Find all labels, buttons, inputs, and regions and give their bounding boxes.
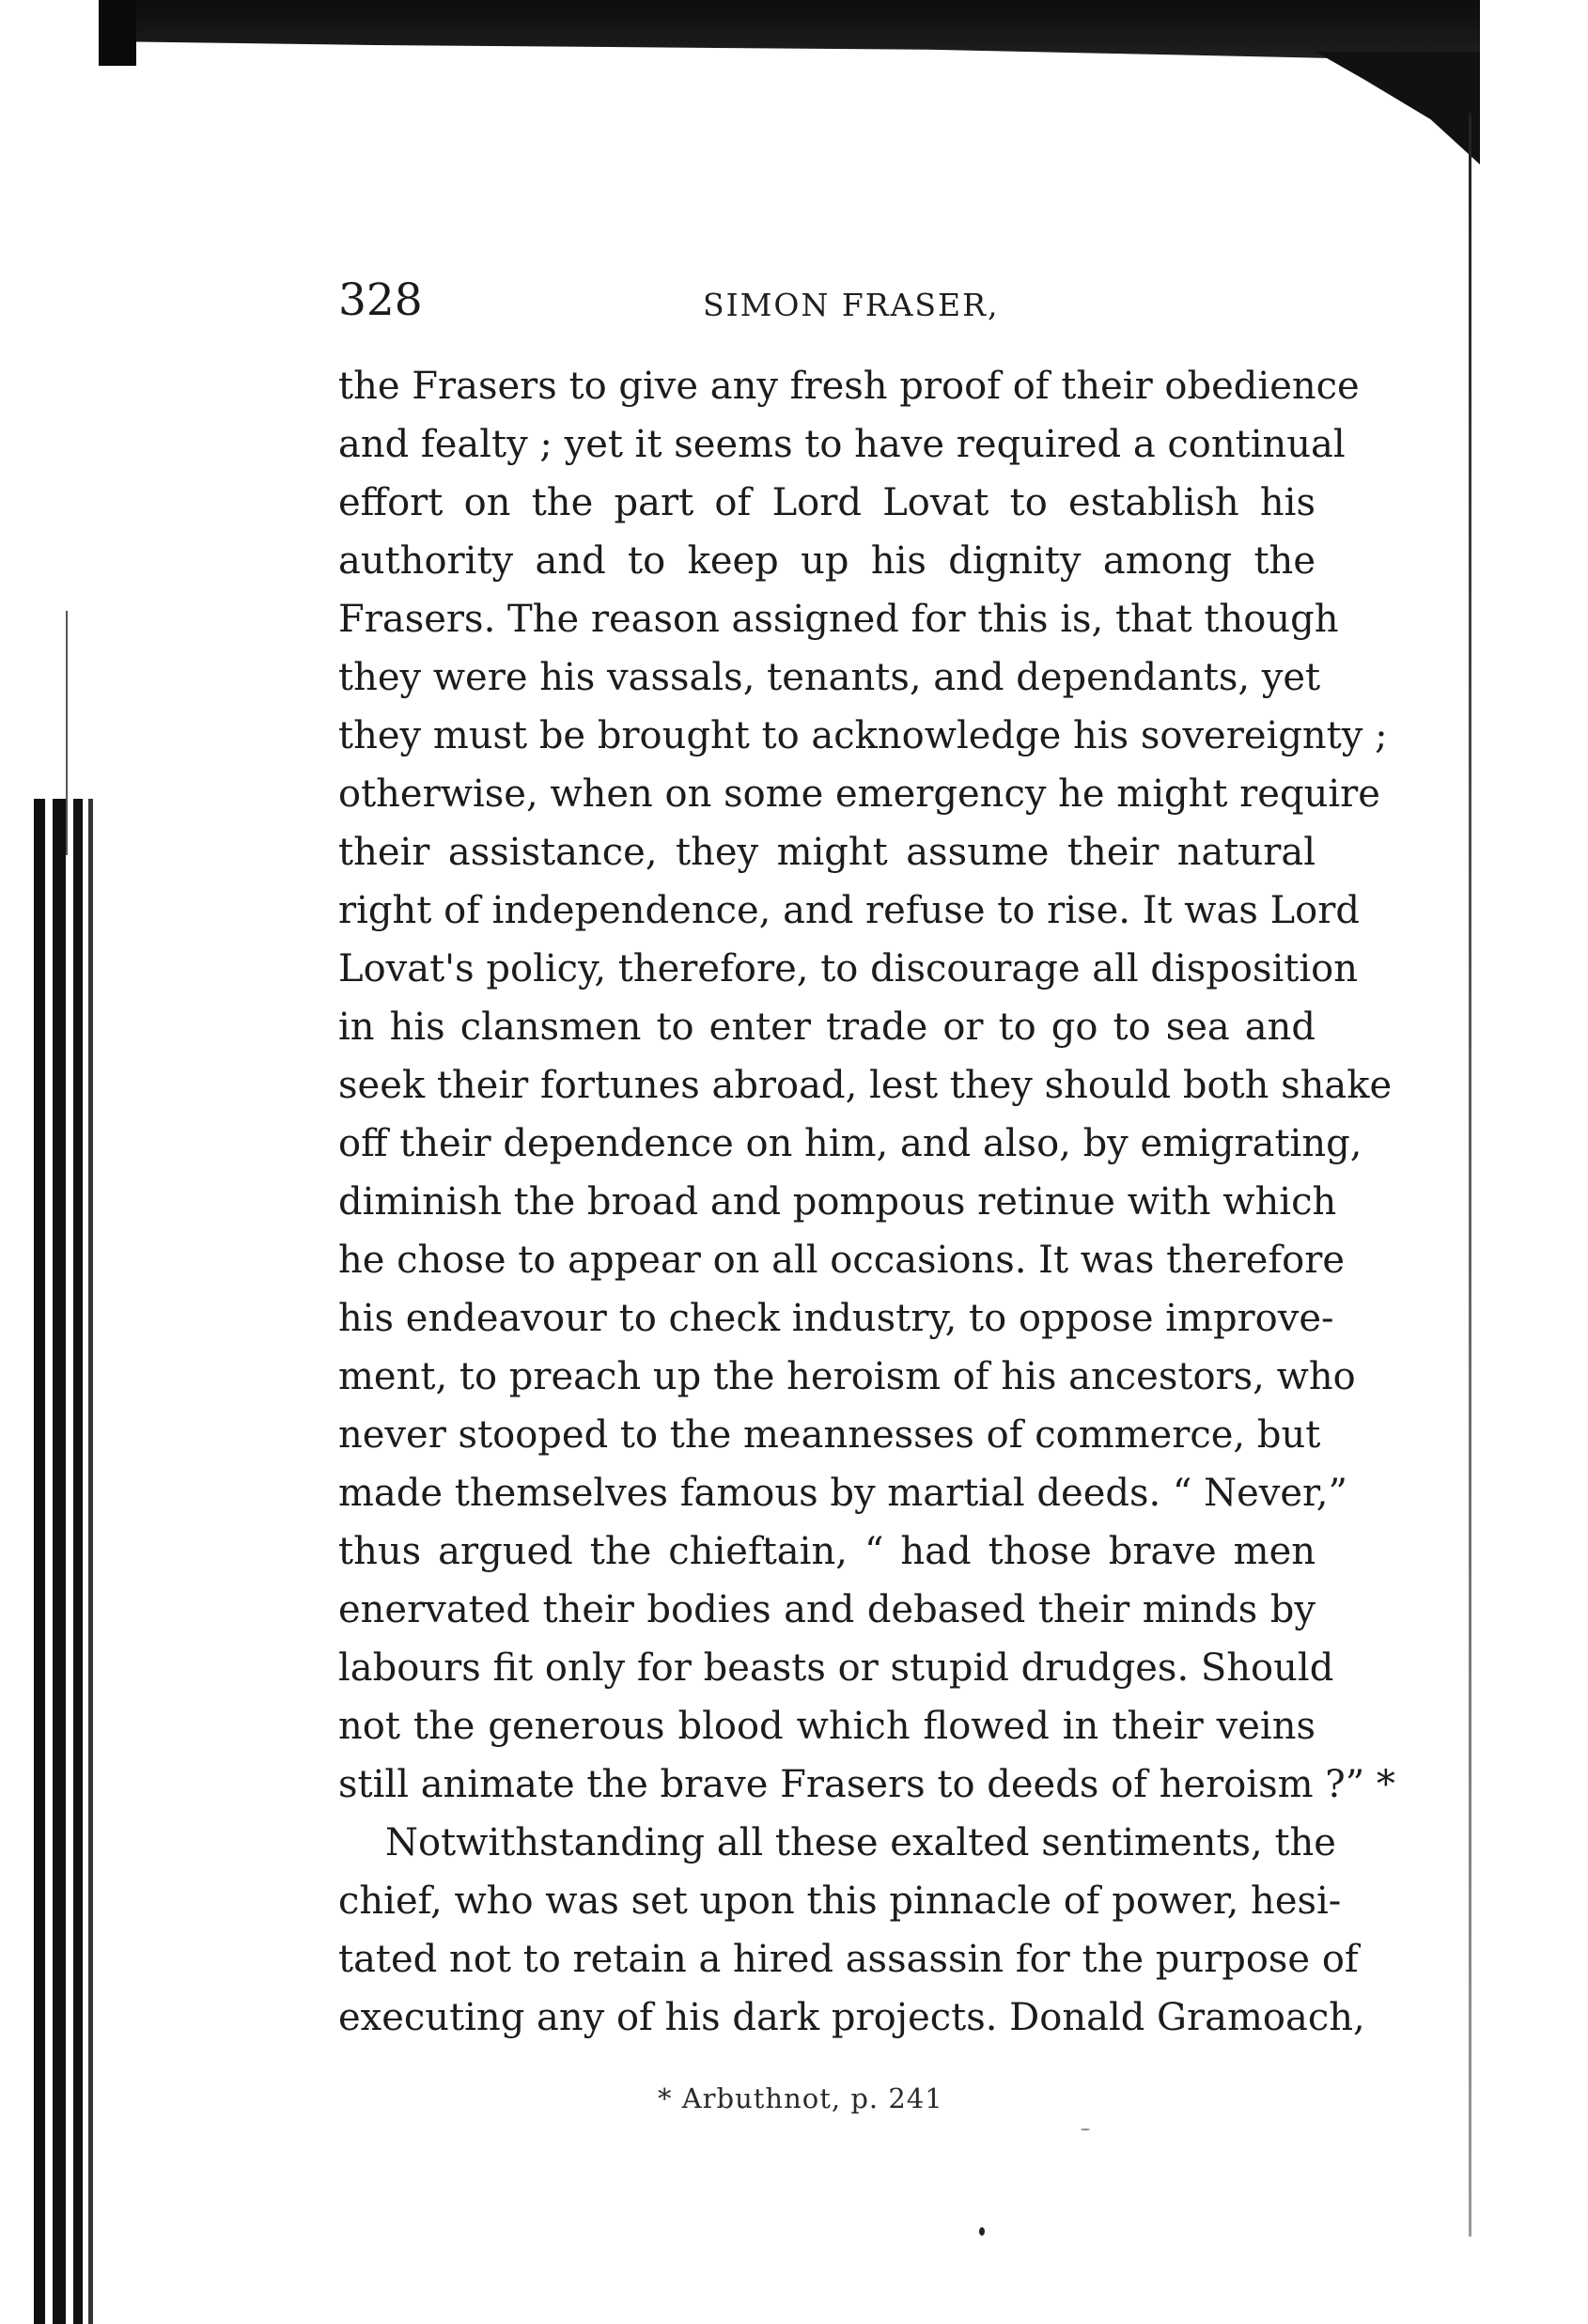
text-line: tated not to retain a hired assassin for the purpose of [338, 1938, 1359, 1981]
text-line: still animate the brave Frasers to deeds of heroism ?” * [338, 1763, 1395, 1806]
page-header [338, 273, 1316, 348]
page-number: 328 [338, 274, 423, 326]
text-line: he chose to appear on all occasions. It was therefore [338, 1239, 1346, 1282]
page-edge-strip [53, 799, 66, 2324]
page-edge-strip [34, 799, 45, 2324]
text-line: not the generous blood which flowed in their veins [338, 1705, 1316, 1748]
page-right-edge [1469, 113, 1471, 2237]
text-line: executing any of his dark projects. Donald Gramoach, [338, 1996, 1365, 2039]
page-edge-strip [73, 799, 83, 2324]
body-text [338, 357, 1395, 2047]
text-line: enervated their bodies and debased their minds by [338, 1588, 1316, 1631]
text-line: in his clansmen to enter trade or to go to sea and [338, 1006, 1316, 1049]
text-line: Frasers. The reason assigned for this is, that though [338, 598, 1339, 641]
running-head: SIMON FRASER, [703, 287, 1000, 323]
text-line: otherwise, when on some emergency he might require [338, 772, 1380, 816]
text-line: right of independence, and refuse to rise. It was Lord [338, 889, 1360, 932]
text-line: his endeavour to check industry, to oppose improve- [338, 1297, 1334, 1340]
bound-page-edges [28, 799, 99, 2324]
text-line: made themselves famous by martial deeds. “ Never,” [338, 1472, 1347, 1515]
text-line: and fealty ; yet it seems to have required a continual [338, 423, 1346, 466]
footnote: * Arbuthnot, p. 241 [658, 2082, 943, 2114]
text-line: they must be brought to acknowledge his sovereignty ; [338, 714, 1388, 757]
scan-top-left-notch [99, 0, 136, 66]
scan-top-band [99, 0, 1480, 75]
text-line: the Frasers to give any fresh proof of their obedience [338, 365, 1360, 408]
text-line: ment, to preach up the heroism of his ancestors, who [338, 1355, 1356, 1398]
text-line: authority and to keep up his dignity among the [338, 539, 1316, 583]
scan-speck [1081, 2129, 1090, 2130]
text-line: effort on the part of Lord Lovat to establish his [338, 481, 1316, 524]
text-line: seek their fortunes abroad, lest they should both shake [338, 1064, 1393, 1107]
text-line: their assistance, they might assume their natural [338, 831, 1316, 874]
text-line: never stooped to the meannesses of commerce, but [338, 1413, 1321, 1457]
text-line: off their dependence on him, and also, by emigrating, [338, 1122, 1362, 1165]
scan-top-right-corner [1316, 52, 1480, 164]
text-line-paragraph-start: Notwithstanding all these exalted sentiments, the [385, 1821, 1336, 1864]
text-line: they were his vassals, tenants, and dependants, yet [338, 656, 1321, 699]
text-line: diminish the broad and pompous retinue with which [338, 1180, 1337, 1224]
text-line: chief, who was set upon this pinnacle of power, hesi- [338, 1879, 1342, 1923]
text-line: labours fit only for beasts or stupid drudges. Should [338, 1646, 1334, 1690]
text-line: thus argued the chieftain, “ had those brave men [338, 1530, 1316, 1573]
scan-speck [979, 2227, 985, 2236]
text-line: Lovat's policy, therefore, to discourage all disposition [338, 947, 1358, 990]
page-edge-strip [88, 799, 93, 2324]
